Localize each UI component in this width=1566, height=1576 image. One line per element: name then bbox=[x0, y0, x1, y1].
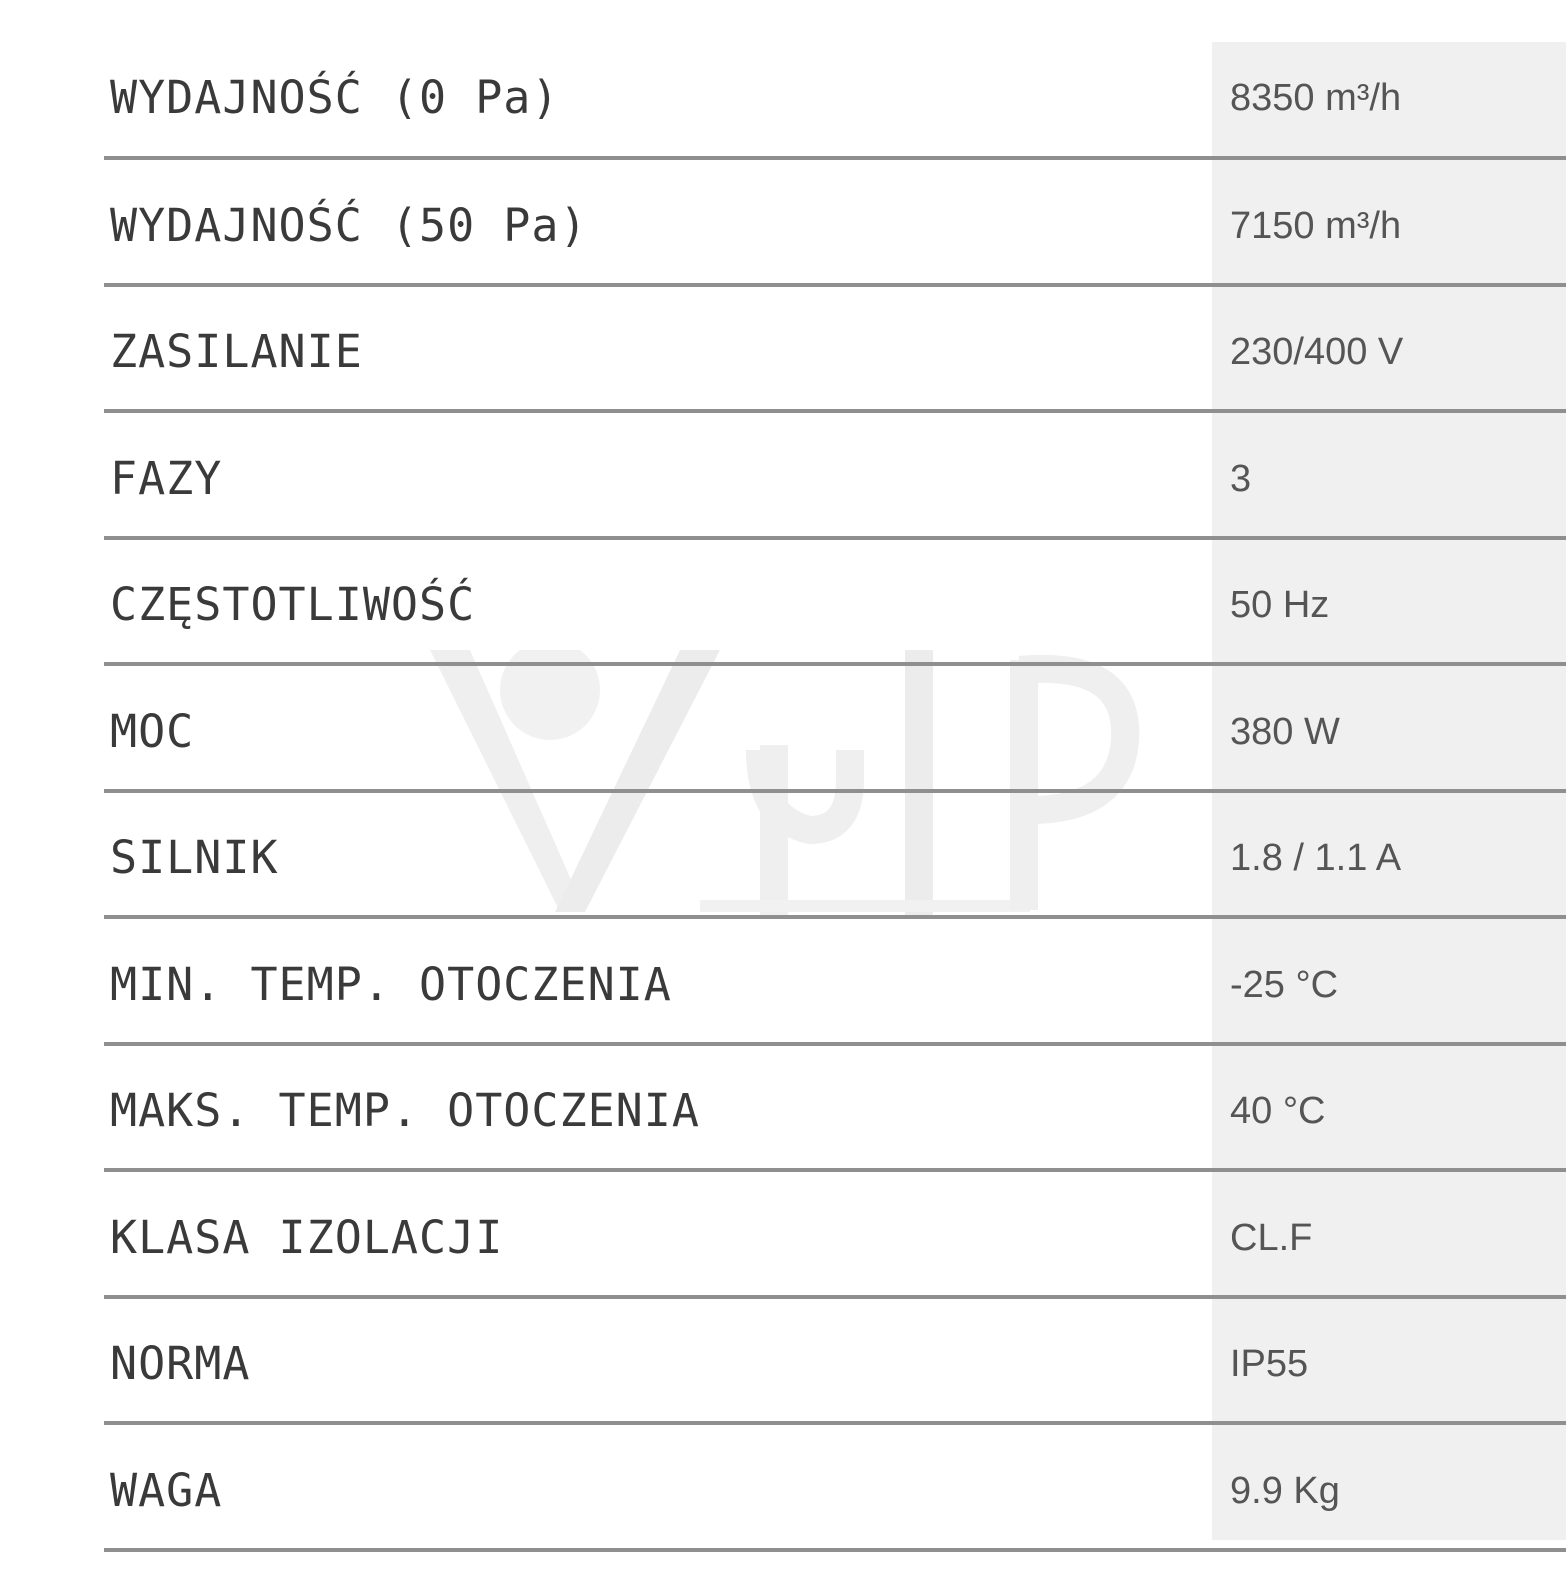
spec-label: FAZY bbox=[110, 451, 223, 505]
spec-row bbox=[104, 413, 1566, 540]
spec-value: 380 W bbox=[1230, 710, 1340, 753]
spec-label: WAGA bbox=[110, 1463, 223, 1517]
spec-value: 3 bbox=[1230, 457, 1252, 500]
spec-row bbox=[104, 287, 1566, 414]
spec-value: 40 °C bbox=[1230, 1090, 1326, 1133]
spec-value: 230/400 V bbox=[1230, 331, 1404, 374]
spec-row bbox=[104, 1299, 1566, 1426]
spec-value: 7150 m³/h bbox=[1230, 204, 1402, 247]
spec-value: -25 °C bbox=[1230, 963, 1339, 1006]
spec-value: 50 Hz bbox=[1230, 584, 1330, 627]
spec-value: IP55 bbox=[1230, 1343, 1309, 1386]
spec-row bbox=[104, 793, 1566, 920]
spec-label: ZASILANIE bbox=[110, 325, 363, 379]
spec-label: KLASA IZOLACJI bbox=[110, 1210, 504, 1264]
spec-row bbox=[104, 1172, 1566, 1299]
spec-label: WYDAJNOŚĆ (50 Pa) bbox=[110, 198, 588, 252]
spec-value: 9.9 Kg bbox=[1230, 1469, 1340, 1512]
spec-table bbox=[104, 30, 1566, 1552]
spec-label: MIN. TEMP. OTOCZENIA bbox=[110, 957, 672, 1011]
spec-value: 1.8 / 1.1 A bbox=[1230, 837, 1402, 880]
spec-row bbox=[104, 1046, 1566, 1173]
spec-row bbox=[104, 30, 1566, 160]
spec-label: WYDAJNOŚĆ (0 Pa) bbox=[110, 70, 560, 124]
spec-row bbox=[104, 666, 1566, 793]
spec-label: NORMA bbox=[110, 1337, 251, 1391]
spec-label: SILNIK bbox=[110, 831, 279, 885]
spec-row bbox=[104, 1425, 1566, 1552]
spec-label: MOC bbox=[110, 704, 195, 758]
spec-value: CL.F bbox=[1230, 1216, 1313, 1259]
spec-value: 8350 m³/h bbox=[1230, 76, 1402, 119]
spec-row bbox=[104, 919, 1566, 1046]
spec-label: MAKS. TEMP. OTOCZENIA bbox=[110, 1084, 700, 1138]
spec-row bbox=[104, 540, 1566, 667]
spec-row bbox=[104, 160, 1566, 287]
spec-label: CZĘSTOTLIWOŚĆ bbox=[110, 578, 476, 632]
